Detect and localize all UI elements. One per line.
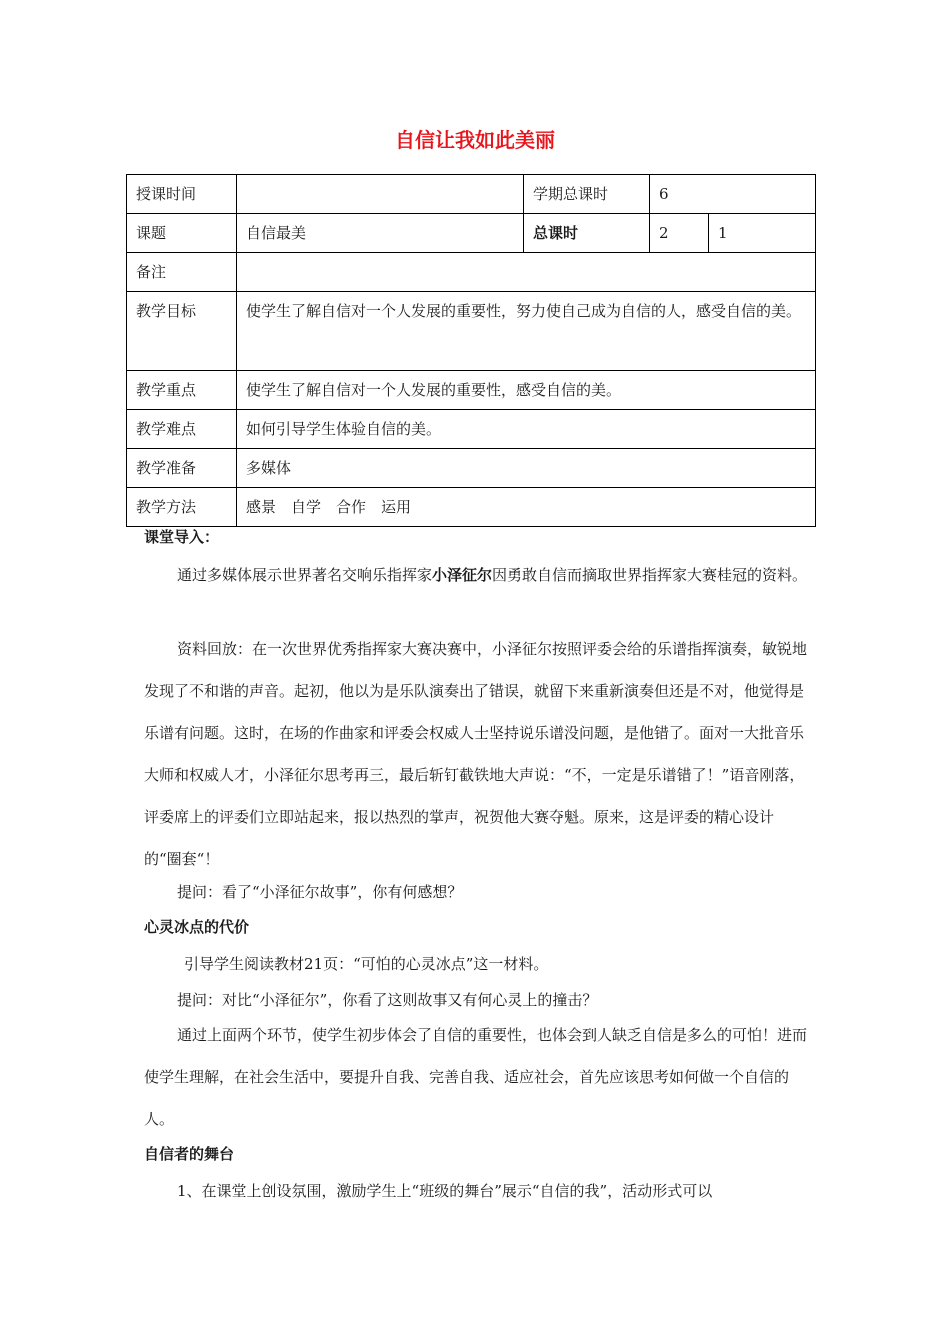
section-heading-stage: 自信者的舞台 [144, 1145, 235, 1163]
table-cell: 感景 自学 合作 运用 [237, 488, 816, 527]
table-cell: 自信最美 [237, 214, 524, 253]
section-heading-intro: 课堂导入： [144, 528, 220, 546]
table-cell: 备注 [127, 253, 237, 292]
table-row [127, 175, 816, 214]
table-cell: 使学生了解自信对一个人发展的重要性，努力使自己成为自信的人，感受自信的美。 [237, 292, 816, 371]
table-cell: 使学生了解自信对一个人发展的重要性，感受自信的美。 [237, 371, 816, 410]
highlighted-name: 小泽征尔 [432, 566, 493, 584]
table-row [127, 449, 816, 488]
paragraph [144, 554, 810, 596]
paragraph-text: 通过多媒体展示世界著名交响乐指挥家 [177, 566, 433, 584]
table-row [127, 214, 816, 253]
paragraph-text: 因勇敢自信而摘取世界指挥家大赛桂冠的资料。 [492, 566, 808, 584]
table-cell: 多媒体 [237, 449, 816, 488]
paragraph: 资料回放：在一次世界优秀指挥家大赛决赛中，小泽征尔按照评委会给的乐谱指挥演奏，敏锐地发现了不和谐的声音。起初，他以为是乐队演奏出了错误，就留下来重新演奏但还是不对，他觉得是乐谱有问题。这时，在场的作曲家和评委会权威人士坚持说乐谱没问题，是他错了。面对一大批音乐大师和权威人才，小泽征尔思考再三，最后斩钉截铁地大声说：“不，一定是乐谱错了！”语音刚落，评委席上的评委们立即站起来，报以热烈的掌声，祝贺他大赛夺魁。原来，这是评委的精心设计的“圈套“！ [144, 640, 808, 868]
table-row [127, 292, 816, 371]
table-cell: 如何引导学生体验自信的美。 [237, 410, 816, 449]
table-cell [237, 253, 816, 292]
paragraph: 1、在课堂上创设氛围，激励学生上“班级的舞台”展示“自信的我”，活动形式可以 [177, 1182, 713, 1200]
table-cell: 教学重点 [127, 371, 237, 410]
table-cell: 授课时间 [127, 175, 237, 214]
document-title: 自信让我如此美丽 [395, 128, 555, 152]
section-heading-icepoint: 心灵冰点的代价 [144, 918, 250, 936]
table-cell: 教学准备 [127, 449, 237, 488]
table-row [127, 488, 816, 527]
paragraph: 引导学生阅读教材21页：“可怕的心灵冰点”这一材料。 [184, 955, 549, 973]
table-cell: 课题 [127, 214, 237, 253]
table-cell: 学期总课时 [524, 175, 650, 214]
table-cell: 教学难点 [127, 410, 237, 449]
paragraph: 通过上面两个环节，使学生初步体会了自信的重要性，也体会到人缺乏自信是多么的可怕！进而使学生理解，在社会生活中，要提升自我、完善自我、适应社会，首先应该思考如何做一个自信的人。 [144, 1026, 808, 1128]
table-cell: 总课时 [524, 214, 650, 253]
table-cell: 6 [650, 175, 816, 214]
lesson-info-table [126, 174, 816, 527]
paragraph: 提问：对比“小泽征尔”，你看了这则故事又有何心灵上的撞击？ [177, 991, 598, 1009]
table-row [127, 253, 816, 292]
paragraph: 提问：看了“小泽征尔故事”，你有何感想？ [177, 883, 463, 901]
table-cell [237, 175, 524, 214]
table-row [127, 371, 816, 410]
table-cell: 2 [650, 214, 709, 253]
table-row [127, 410, 816, 449]
table-cell: 教学方法 [127, 488, 237, 527]
table-cell: 教学目标 [127, 292, 237, 371]
table-cell: 1 [709, 214, 816, 253]
